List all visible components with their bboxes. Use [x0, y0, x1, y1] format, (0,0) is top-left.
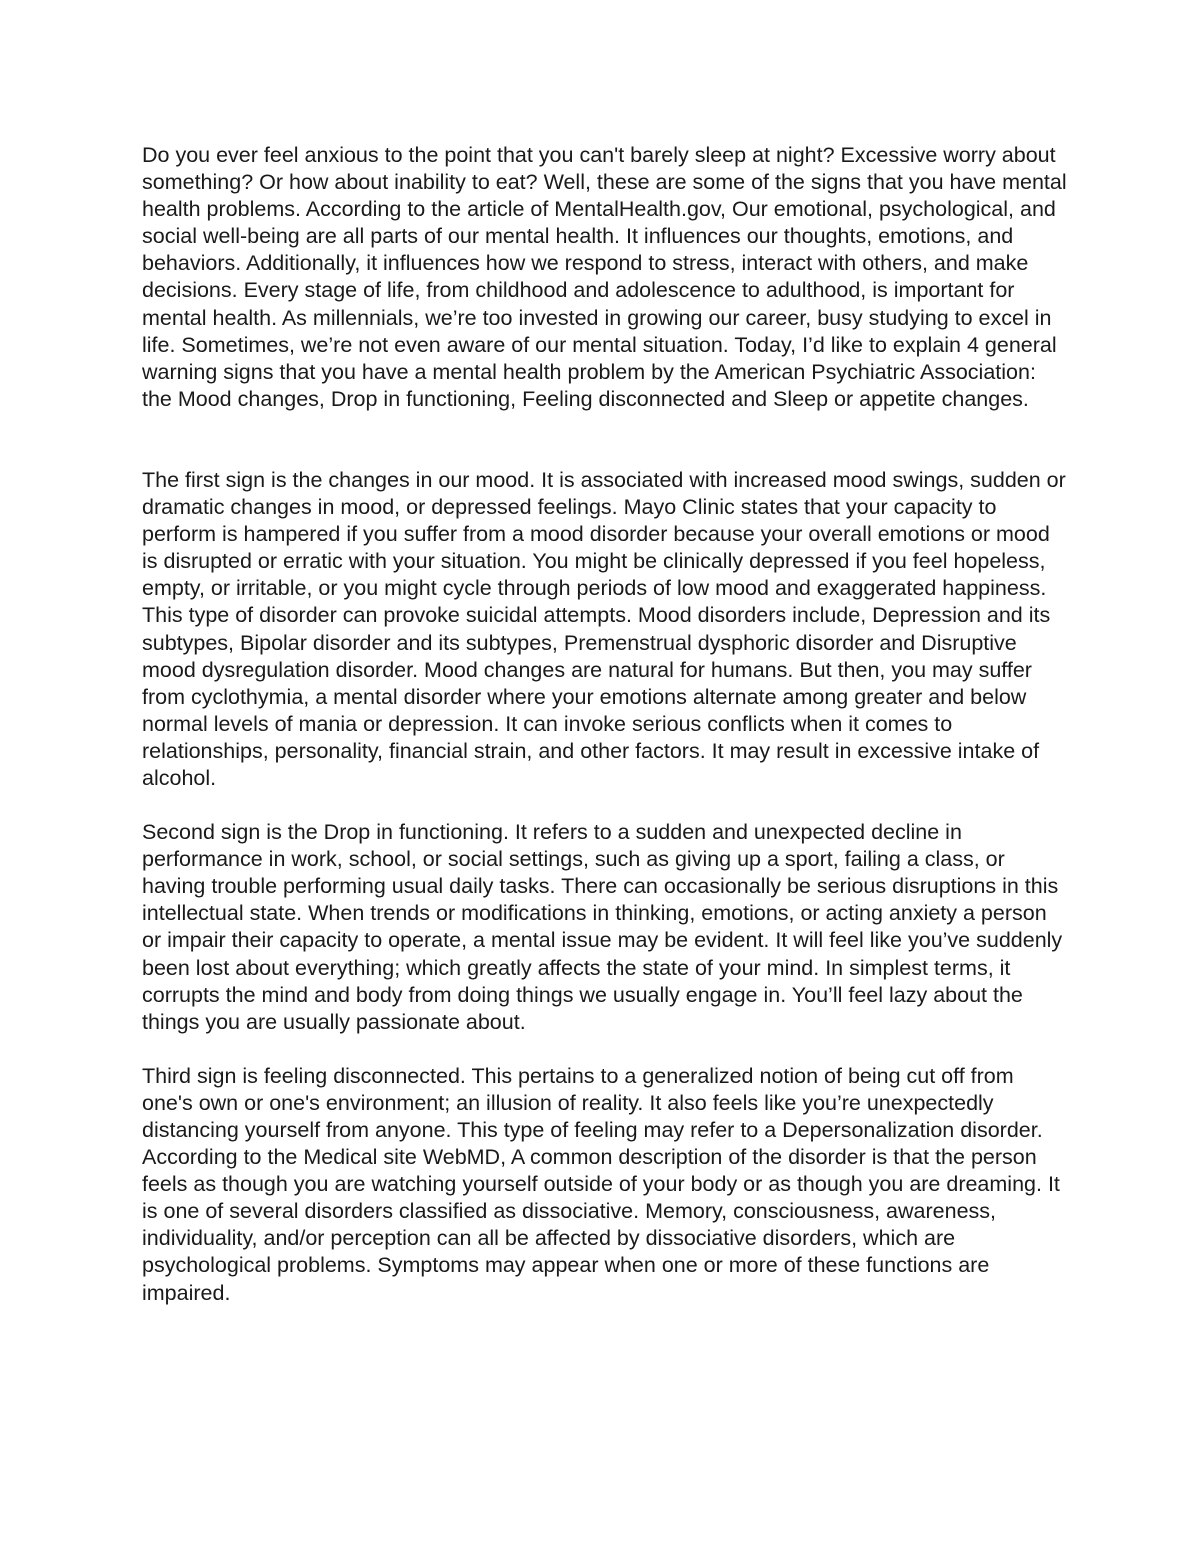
paragraph-mood-changes: The first sign is the changes in our mood. It is associated with increased mood swings, sudden or dramatic changes in mood, or depressed feelings. Mayo Clinic states that your capacity to perform is hampered if you suffer from a mood disorder because your overall emotions or mood is disrupted or erratic with your situation. You might be clinically depressed if you feel hopeless, empty, or irritable, or you might cycle through periods of low mood and exaggerated happiness. This type of disorder can provoke suicidal attempts. Mood disorders include, Depression and its subtypes, Bipolar disorder and its subtypes, Premenstrual dysphoric disorder and Disruptive mood dysregulation disorder. Mood changes are natural for humans. But then, you may suffer from cyclothymia, a mental disorder where your emotions alternate among greater and below normal levels of mania or depression. It can invoke serious conflicts when it comes to relationships, personality, financial strain, and other factors. It may result in excessive intake of alcohol. [142, 467, 1066, 790]
paragraph-drop-in-functioning: Second sign is the Drop in functioning. It refers to a sudden and unexpected decline in performance in work, school, or social settings, such as giving up a sport, failing a class, or having trouble performing usual daily tasks. There can occasionally be serious disruptions in this intellectual state. When trends or modifications in thinking, emotions, or acting anxiety a person or impair their capacity to operate, a mental issue may be evident. It will feel like you’ve suddenly been lost about everything; which greatly affects the state of your mind. In simplest terms, it corrupts the mind and body from doing things we usually engage in. You’ll feel lazy about the things you are usually passionate about. [142, 820, 1063, 1034]
paragraph-spacer [142, 413, 1067, 467]
paragraph-spacer [142, 1036, 1067, 1063]
paragraph-feeling-disconnected: Third sign is feeling disconnected. This pertains to a generalized notion of being cut off from one's own or one's environment; an illusion of reality. It also feels like you’re unexpectedly distancing yourself from anyone. This type of feeling may refer to a Depersonalization disorder. According to the Medical site WebMD, A common description of the disorder is that the person feels as though you are watching yourself outside of your body or as though you are dreaming. It is one of several disorders classified as dissociative. Memory, consciousness, awareness, individuality, and/or perception can all be affected by dissociative disorders, which are psychological problems. Symptoms may appear when one or more of these functions are impaired. [142, 1063, 1060, 1305]
document-body [142, 142, 1067, 1307]
paragraph-spacer [142, 792, 1067, 819]
paragraph-intro: Do you ever feel anxious to the point that you can't barely sleep at night? Excessive worry about something? Or how about inability to eat? Well, these are some of the signs that you have mental health problems. According to the article of MentalHealth.gov, Our emotional, psychological, and social well-being are all parts of our mental health. It influences our thoughts, emotions, and behaviors. Additionally, it influences how we respond to stress, interact with others, and make decisions. Every stage of life, from childhood and adolescence to adulthood, is important for mental health. As millennials, we’re too invested in growing our career, busy studying to excel in life. Sometimes, we’re not even aware of our mental situation. Today, I’d like to explain 4 general warning signs that you have a mental health problem by the American Psychiatric Association: the Mood changes, Drop in functioning, Feeling disconnected and Sleep or appetite changes. [142, 143, 1067, 411]
